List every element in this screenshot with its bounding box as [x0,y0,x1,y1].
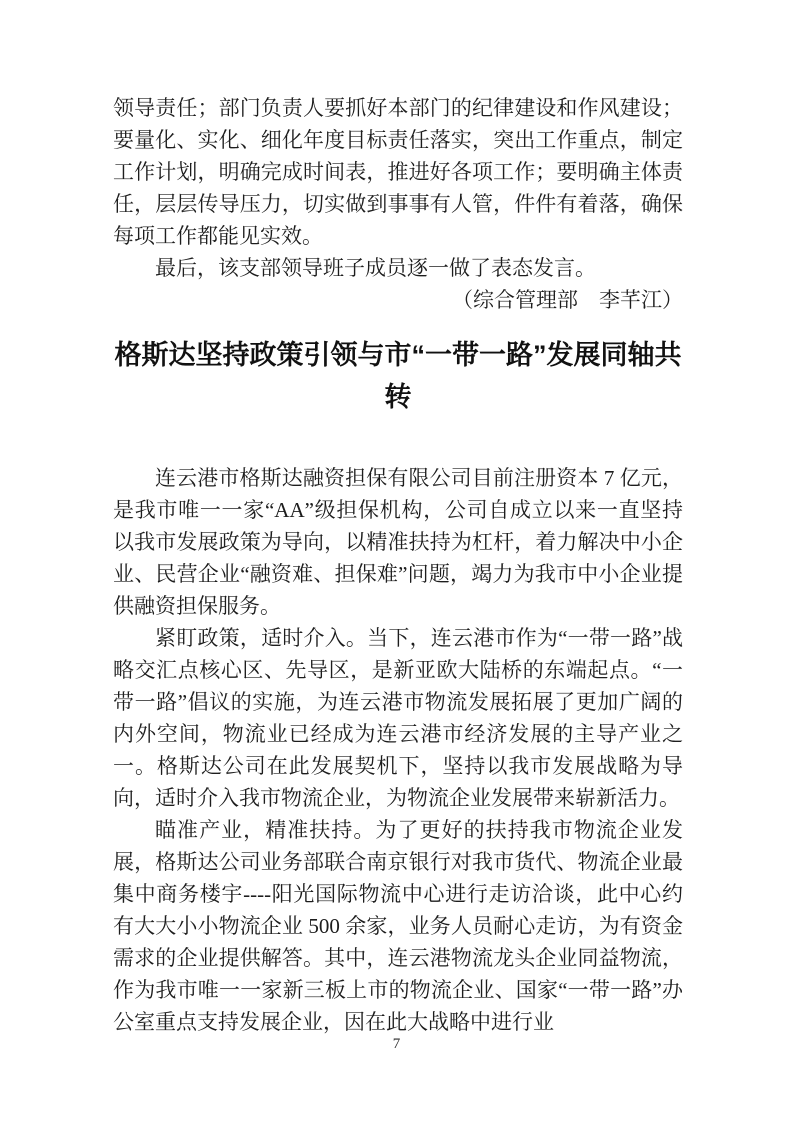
article-paragraph-1: 连云港市格斯达融资担保有限公司目前注册资本 7 亿元，是我市唯一一家“AA”级担保机构，公司自成立以来一直坚持以我市发展政策为导向，以精准扶持为杠杆，着力解决中小企业、民营企业“融资难、担保难”问题，竭力为我市中小企业提供融资担保服务。 [113,466,683,618]
article-paragraph-2: 紧盯政策，适时介入。当下，连云港市作为“一带一路”战略交汇点核心区、先导区，是新亚欧大陆桥的东端起点。“一带一路”倡议的实施，为连云港市物流发展拓展了更加广阔的内外空间，物流业已经成为连云港市经济发展的主导产业之一。格斯达公司在此发展契机下，坚持以我市发展战略为导向，适时介入我市物流企业，为物流企业发展带来崭新活力。 [113,626,683,810]
page-number: 7 [392,1036,401,1052]
article-title: 格斯达坚持政策引领与市“一带一路”发展同轴共转 [114,340,682,412]
content-area [113,92,683,1038]
article-paragraph-3: 瞄准产业，精准扶持。为了更好的扶持我市物流企业发展，格斯达公司业务部联合南京银行对我市货代、物流企业最集中商务楼宇----阳光国际物流中心进行走访洽谈，此中心约有大大小小物流企业 500 余家，业务人员耐心走访，为有资金需求的企业提供解答。其中，连云港物流龙头企业同益物流，作为我市唯一一家新三板上市的物流企业、国家“一带一路”办公室重点支持发展企业，因在此大战略中进行业 [113,818,683,1034]
prev-article-continuation-paragraph: 领导责任；部门负责人要抓好本部门的纪律建设和作风建设；要量化、实化、细化年度目标责任落实，突出工作重点，制定工作计划，明确完成时间表，推进好各项工作；要明确主体责任，层层传导压力，切实做到事事有人管，件件有着落，确保每项工作都能见实效。 [113,96,683,248]
prev-article-byline: （综合管理部 李芊江） [452,288,683,312]
prev-article-closing-paragraph: 最后，该支部领导班子成员逐一做了表态发言。 [155,256,596,280]
